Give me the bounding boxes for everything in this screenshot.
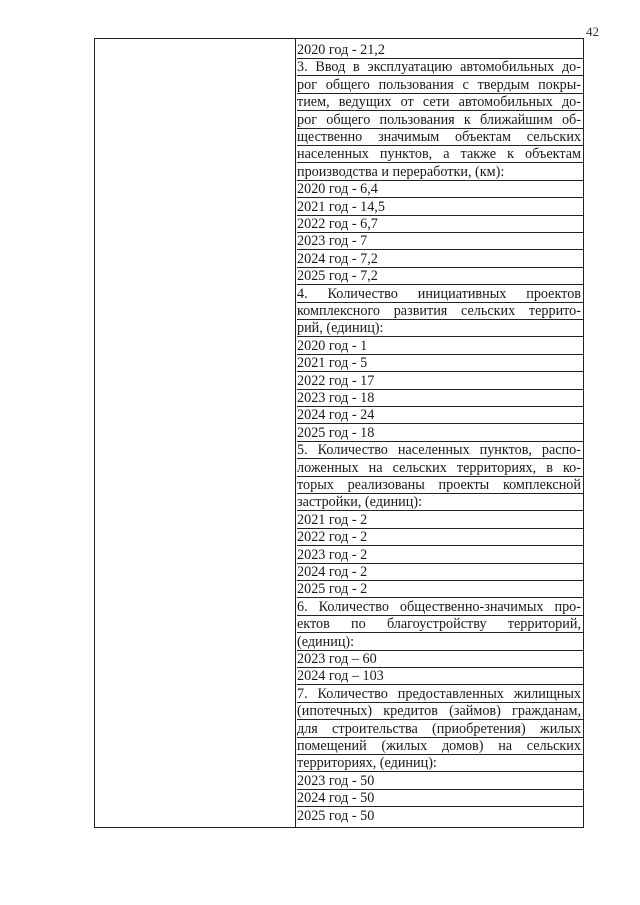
text-line: 5. Количество населенных пунктов, распо-	[297, 442, 581, 459]
text-line: для строительства (приобретения) жилых	[297, 720, 581, 737]
text-line: 2020 год - 21,2	[297, 42, 385, 58]
text-line: 2022 год - 17	[297, 372, 375, 389]
line-rule	[297, 406, 583, 407]
line-rule	[297, 249, 583, 250]
line-rule	[297, 702, 583, 703]
line-rule	[297, 267, 583, 268]
table-right-column	[297, 39, 583, 827]
line-rule	[297, 563, 583, 564]
line-rule	[297, 528, 583, 529]
line-rule	[297, 476, 583, 477]
text-line: 2021 год - 2	[297, 511, 368, 528]
text-line: 2025 год - 50	[297, 807, 375, 824]
text-line: (ипотечных) кредитов (займов) гражданам,	[297, 703, 581, 720]
line-rule	[297, 336, 583, 337]
text-line: 2020 год - 1	[297, 337, 368, 354]
line-rule	[297, 389, 583, 390]
line-rule	[297, 493, 583, 494]
line-rule	[297, 284, 583, 285]
text-line: производства и переработки, (км):	[297, 163, 505, 180]
line-rule	[297, 458, 583, 459]
line-rule	[297, 128, 583, 129]
line-rule	[297, 754, 583, 755]
text-line: рог общего пользования с твердым покры-	[297, 76, 581, 93]
text-line: щественно значимым объектам сельских	[297, 129, 581, 145]
text-line: (единиц):	[297, 633, 355, 650]
line-rule	[297, 58, 583, 59]
line-rule	[297, 215, 583, 216]
line-rule	[297, 441, 583, 442]
line-rule	[297, 180, 583, 181]
text-line: 2024 год - 2	[297, 564, 368, 580]
line-rule	[297, 597, 583, 598]
line-rule	[297, 806, 583, 807]
line-rule	[297, 684, 583, 685]
line-rule	[297, 545, 583, 546]
page-number: 42	[586, 24, 599, 39]
line-rule	[297, 232, 583, 233]
line-rule	[297, 93, 583, 94]
text-line: 2020 год - 6,4	[297, 181, 378, 198]
text-line: ектов по благоустройству территорий,	[297, 616, 581, 633]
text-line: комплексного развития сельских террито-	[297, 303, 581, 319]
text-line: территориях, (единиц):	[297, 755, 437, 772]
line-rule	[297, 667, 583, 668]
line-rule	[297, 197, 583, 198]
document-table	[94, 38, 584, 828]
line-rule	[297, 371, 583, 372]
text-line: помещений (жилых домов) на сельских	[297, 738, 581, 754]
text-line: 2024 год - 50	[297, 790, 375, 807]
text-line: 2025 год - 7,2	[297, 268, 378, 285]
line-rule	[297, 145, 583, 146]
text-line: 2024 год - 24	[297, 407, 375, 424]
line-rule	[297, 302, 583, 303]
text-line: ложенных на сельских территориях, в ко-	[297, 459, 581, 476]
text-line: 2023 год – 60	[297, 651, 377, 667]
text-line: 3. Ввод в эксплуатацию автомобильных до-	[297, 59, 581, 76]
text-line: торых реализованы проекты комплексной	[297, 477, 581, 493]
line-rule	[297, 75, 583, 76]
text-line: застройки, (единиц):	[297, 494, 423, 511]
text-line: 7. Количество предоставленных жилищных	[297, 685, 581, 702]
text-line: 2023 год - 50	[297, 772, 375, 789]
line-rule	[297, 719, 583, 720]
line-rule	[297, 110, 583, 111]
text-line: 2023 год - 2	[297, 546, 368, 563]
text-line: 2025 год - 2	[297, 581, 368, 598]
line-rule	[297, 162, 583, 163]
line-rule	[297, 423, 583, 424]
line-rule	[297, 632, 583, 633]
text-line: 2022 год - 2	[297, 529, 368, 546]
text-line: 4. Количество инициативных проектов	[297, 285, 581, 302]
text-line: 2025 год - 18	[297, 424, 375, 441]
text-line: 2024 год – 103	[297, 668, 384, 685]
line-rule	[297, 771, 583, 772]
line-rule	[297, 615, 583, 616]
line-rule	[297, 580, 583, 581]
text-line: 2022 год - 6,7	[297, 216, 378, 232]
line-rule	[297, 650, 583, 651]
text-line: 2024 год - 7,2	[297, 250, 378, 267]
table-left-column	[95, 39, 296, 827]
text-line: 6. Количество общественно-значимых про-	[297, 598, 581, 615]
text-line: 2021 год - 14,5	[297, 198, 385, 215]
line-rule	[297, 319, 583, 320]
text-line: 2023 год - 18	[297, 390, 375, 406]
text-line: тием, ведущих от сети автомобильных до-	[297, 94, 581, 111]
text-line: 2023 год - 7	[297, 233, 368, 250]
text-line: населенных пунктов, а также к объектам	[297, 146, 581, 163]
line-rule	[297, 354, 583, 355]
line-rule	[297, 510, 583, 511]
text-line: 2021 год - 5	[297, 355, 368, 372]
line-rule	[297, 789, 583, 790]
text-line: рий, (единиц):	[297, 320, 384, 337]
line-rule	[297, 737, 583, 738]
text-line: рог общего пользования к ближайшим об-	[297, 111, 581, 128]
